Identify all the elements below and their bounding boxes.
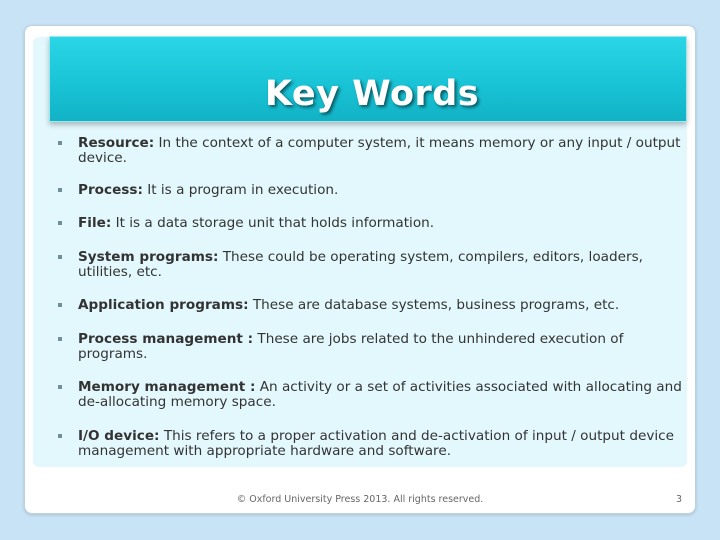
- list-item-body: [78, 216, 682, 231]
- list-item-body: [78, 332, 682, 362]
- term-definition: An activity or a set of activities associated with allocating and de-allocating memory space.: [78, 379, 682, 410]
- square-bullet-icon: [58, 337, 62, 341]
- square-bullet-icon: [58, 385, 62, 389]
- square-bullet-icon: [58, 303, 62, 307]
- list-item: [56, 136, 682, 166]
- list-item-body: [78, 183, 682, 198]
- page-number: 3: [676, 494, 683, 505]
- square-bullet-icon: [58, 434, 62, 438]
- list-item: [56, 429, 682, 459]
- term-definition: It is a program in execution.: [142, 182, 339, 198]
- list-item-body: [78, 429, 682, 459]
- term-label: System programs:: [78, 249, 219, 265]
- term-definition: This refers to a proper activation and de-activation of input / output device management with appropriate hardware and software.: [78, 428, 674, 459]
- term-definition: These are database systems, business programs, etc.: [248, 297, 620, 313]
- square-bullet-icon: [58, 221, 62, 225]
- list-item-body: [78, 250, 682, 280]
- list-item: [56, 332, 682, 362]
- list-item: [56, 250, 682, 280]
- term-label: File:: [78, 215, 112, 231]
- list-item: [56, 216, 682, 231]
- list-item-body: [78, 298, 682, 313]
- list-item-body: [78, 136, 682, 166]
- list-item: [56, 183, 682, 198]
- list-item: [56, 380, 682, 410]
- list-item-body: [78, 380, 682, 410]
- list-item: [56, 298, 682, 313]
- term-definition: It is a data storage unit that holds information.: [111, 215, 435, 231]
- square-bullet-icon: [58, 255, 62, 259]
- square-bullet-icon: [58, 188, 62, 192]
- term-definition: These are jobs related to the unhindered execution of programs.: [78, 331, 624, 362]
- term-definition: These could be operating system, compilers, editors, loaders, utilities, etc.: [78, 249, 643, 280]
- term-definition: In the context of a computer system, it means memory or any input / output device.: [78, 135, 681, 166]
- term-label: Process:: [78, 182, 143, 198]
- slide-title: Key Words: [264, 74, 480, 114]
- term-label: Resource:: [78, 135, 155, 151]
- term-label: Application programs:: [78, 297, 249, 313]
- term-label: Memory management :: [78, 379, 256, 395]
- term-label: I/O device:: [78, 428, 160, 444]
- copyright-footer: © Oxford University Press 2013. All rights reserved.: [236, 494, 484, 505]
- square-bullet-icon: [58, 141, 62, 145]
- term-label: Process management :: [78, 331, 254, 347]
